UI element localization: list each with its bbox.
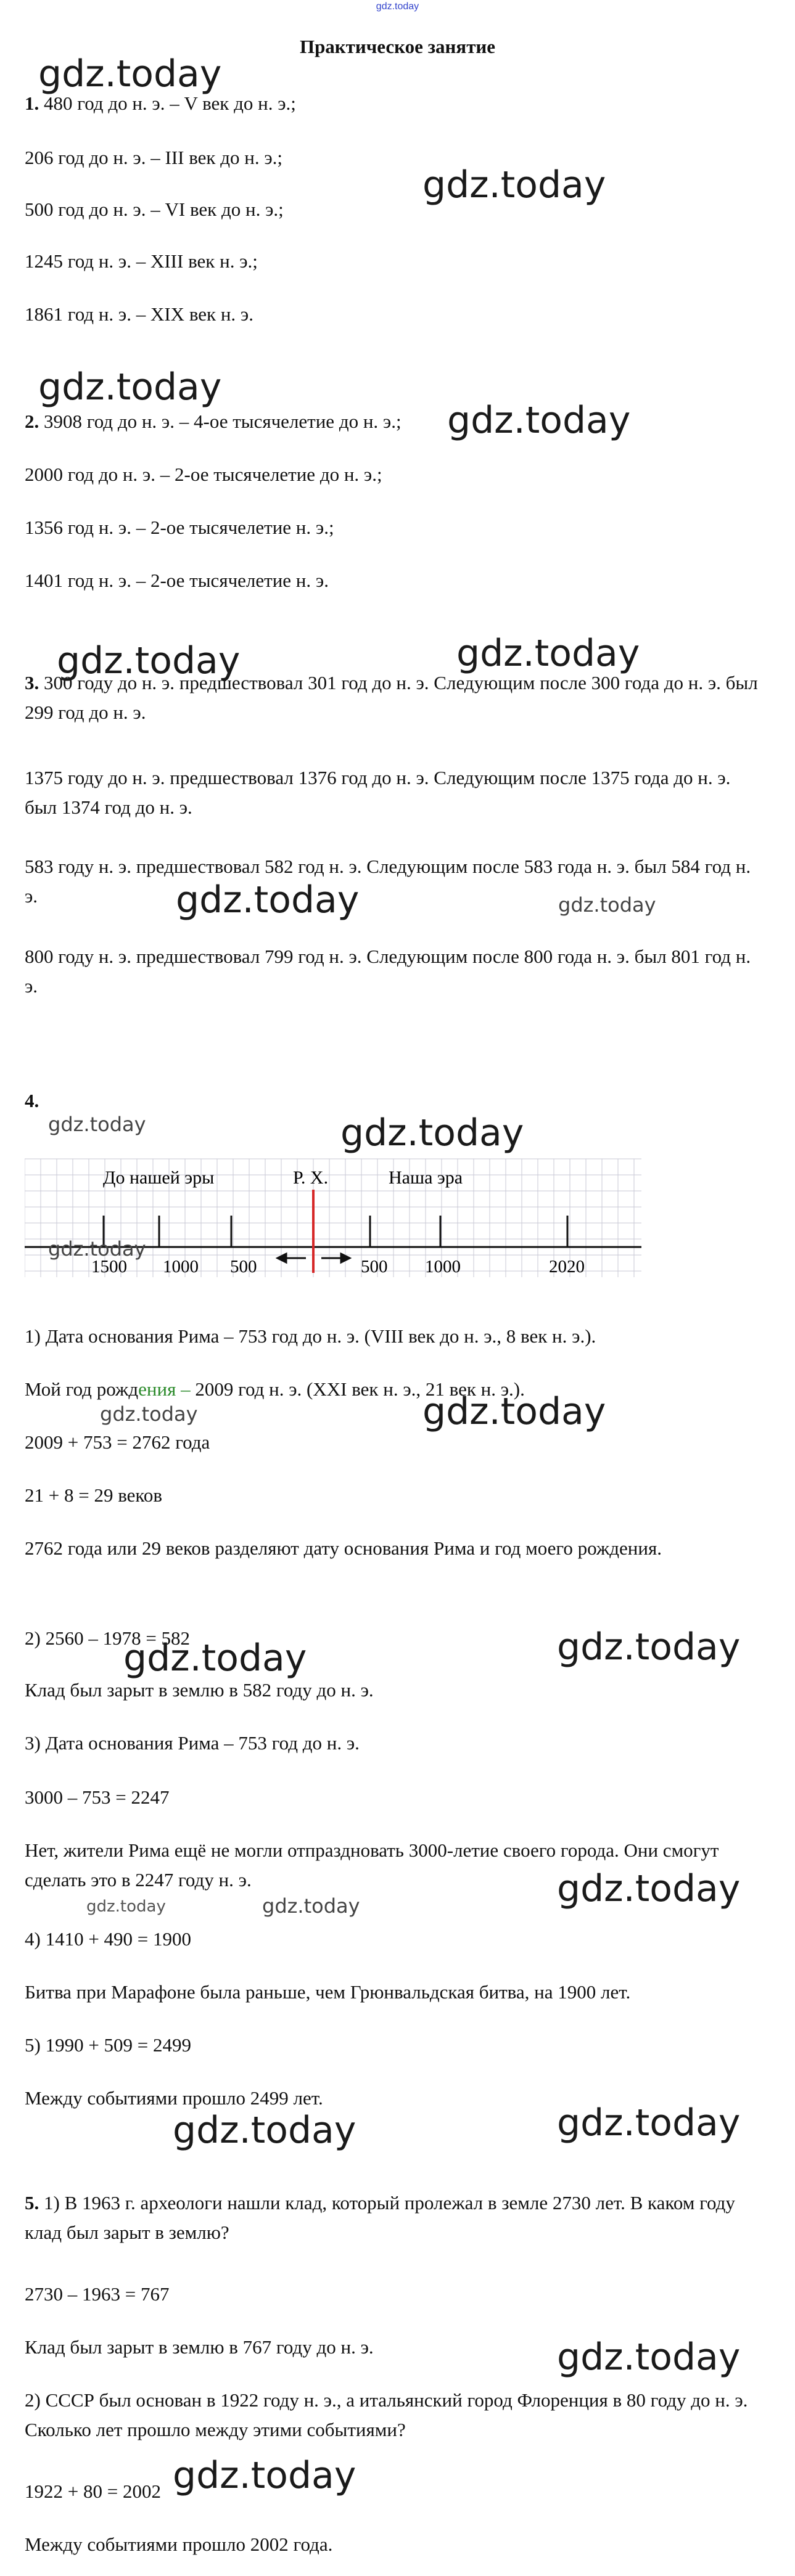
watermark: gdz.today: [558, 893, 656, 917]
watermark: gdz.today: [447, 399, 631, 442]
watermark: gdz.today: [57, 639, 241, 682]
task1-line-3: 500 год до н. э. – VI век до н. э.;: [25, 198, 284, 220]
tick-label-ad-2020: 2020: [549, 1257, 585, 1277]
task3-number: 3.: [25, 672, 39, 693]
watermark: gdz.today: [38, 52, 222, 96]
task4-line-7: 3) Дата основания Рима – 753 год до н. э.: [25, 1732, 360, 1754]
timeline-ticks: [104, 1216, 567, 1247]
task2-number: 2.: [25, 411, 39, 432]
task5-line-5: 1922 + 80 = 2002: [25, 2480, 161, 2502]
task2-line-4: 1401 год н. э. – 2-ое тысячелетие н. э.: [25, 570, 329, 591]
task5-line-3: Клад был зарыт в землю в 767 году до н. э.: [25, 2336, 374, 2358]
site-link[interactable]: gdz.today: [376, 1, 419, 12]
task4-line-8: 3000 – 753 = 2247: [25, 1786, 170, 1808]
watermark: gdz.today: [557, 1625, 741, 1669]
watermark: gdz.today: [262, 1894, 360, 1918]
watermark: gdz.today: [173, 2109, 356, 2152]
watermark: gdz.today: [422, 163, 606, 206]
task1-line-2: 206 год до н. э. – III век до н. э.;: [25, 147, 283, 168]
tick-label-ad-500: 500: [361, 1257, 388, 1277]
task4-line-10: 4) 1410 + 490 = 1900: [25, 1928, 192, 1950]
task3-paragraph-3: 583 году н. э. предшествовал 582 год н. э. Следующим после 583 года н. э. был 584 год н. э.: [25, 856, 751, 907]
task1-line-1: 1. 480 год до н. э. – V век до н. э.;: [25, 92, 296, 114]
watermark: gdz.today: [340, 1111, 524, 1155]
page-title: Практическое занятие: [299, 36, 496, 57]
task4-line-12: 5) 1990 + 509 = 2499: [25, 2034, 192, 2056]
task4-line-11: Битва при Марафоне была раньше, чем Грюнвальдская битва, на 1900 лет.: [25, 1981, 631, 2003]
watermark: gdz.today: [48, 1113, 146, 1136]
task2-line-3: 1356 год н. э. – 2-ое тысячелетие н. э.;: [25, 517, 334, 538]
task3-paragraph-2: 1375 году до н. э. предшествовал 1376 год до н. э. Следующим после 1375 года до н. э. был 1374 год до н. э.: [25, 767, 731, 818]
task1-line-4: 1245 год н. э. – XIII век н. э.;: [25, 250, 258, 272]
tick-label-bc-500: 500: [230, 1257, 257, 1277]
watermark: gdz.today: [38, 366, 222, 409]
task3-paragraph-4: 800 году н. э. предшествовал 799 год н. э. Следующим после 800 года н. э. был 801 год н. э.: [25, 946, 751, 997]
task3-paragraph-1: 3. 300 году до н. э. предшествовал 301 год до н. э. Следующим после 300 года до н. э. был 299 год до н. э.: [25, 672, 758, 723]
task2-line-1: 2. 3908 год до н. э. – 4-ое тысячелетие до н. э.;: [25, 411, 402, 432]
tick-label-bc-1000: 1000: [163, 1257, 199, 1277]
watermark: gdz.today: [176, 878, 360, 922]
task4-line-1: 1) Дата основания Рима – 753 год до н. э. (VIII век до н. э., 8 век н. э.).: [25, 1325, 596, 1347]
task4-line-2: 2009 + 753 = 2762 года: [25, 1431, 210, 1453]
task5-line-1: 5. 1) В 1963 г. археологи нашли клад, который пролежал в земле 2730 лет. В каком году клад был зарыт в землю?: [25, 2192, 735, 2243]
task1-line-5: 1861 год н. э. – XIX век н. э.: [25, 303, 253, 325]
watermark: gdz.today: [422, 1390, 606, 1433]
task4-line-13: Между событиями прошло 2499 лет.: [25, 2087, 323, 2109]
timeline-label-ad: Наша эра: [389, 1167, 463, 1188]
watermark: gdz.today: [456, 632, 640, 675]
task2-line-2: 2000 год до н. э. – 2-ое тысячелетие до н. э.;: [25, 464, 382, 485]
task4-line-birth: Мой год рождения – 2009 год н. э. (XXI век н. э., 21 век н. э.).: [25, 1378, 525, 1400]
watermark: gdz.today: [557, 2336, 741, 2379]
task4-line-4: 2762 года или 29 веков разделяют дату основания Рима и год моего рождения.: [25, 1537, 662, 1559]
task5-number: 5.: [25, 2192, 39, 2214]
task4-line-3: 21 + 8 = 29 веков: [25, 1484, 163, 1506]
task5-line-6: Между событиями прошло 2002 года.: [25, 2533, 333, 2555]
timeline-label-bc: До нашей эры: [103, 1167, 215, 1188]
tick-label-ad-1000: 1000: [425, 1257, 461, 1277]
watermark: gdz.today: [48, 1237, 146, 1261]
task4-line-9: Нет, жители Рима ещё не могли отпраздновать 3000-летие своего города. Они смогут сделать это в 2247 году н. э.: [25, 1839, 719, 1891]
watermark: gdz.today: [173, 2454, 356, 2497]
task5-line-2: 2730 – 1963 = 767: [25, 2283, 170, 2305]
task5-line-4: 2) СССР был основан в 1922 году н. э., а итальянский город Флоренция в 80 году до н. э. Сколько лет прошло между этими событиями?: [25, 2389, 748, 2440]
watermark: gdz.today: [100, 1402, 198, 1426]
task1-number: 1.: [25, 92, 39, 114]
watermark: gdz.today: [86, 1897, 166, 1916]
watermark: gdz.today: [557, 1867, 741, 1910]
tick-label-bc-1500: 1500: [91, 1257, 127, 1277]
watermark: gdz.today: [557, 2101, 741, 2145]
watermark: gdz.today: [123, 1637, 307, 1680]
timeline-label-rx: Р. Х.: [293, 1167, 329, 1188]
task4-line-6: Клад был зарыт в землю в 582 году до н. э.: [25, 1679, 374, 1701]
task4-line-5: 2) 2560 – 1978 = 582: [25, 1627, 191, 1649]
task4-number: 4.: [25, 1090, 39, 1111]
